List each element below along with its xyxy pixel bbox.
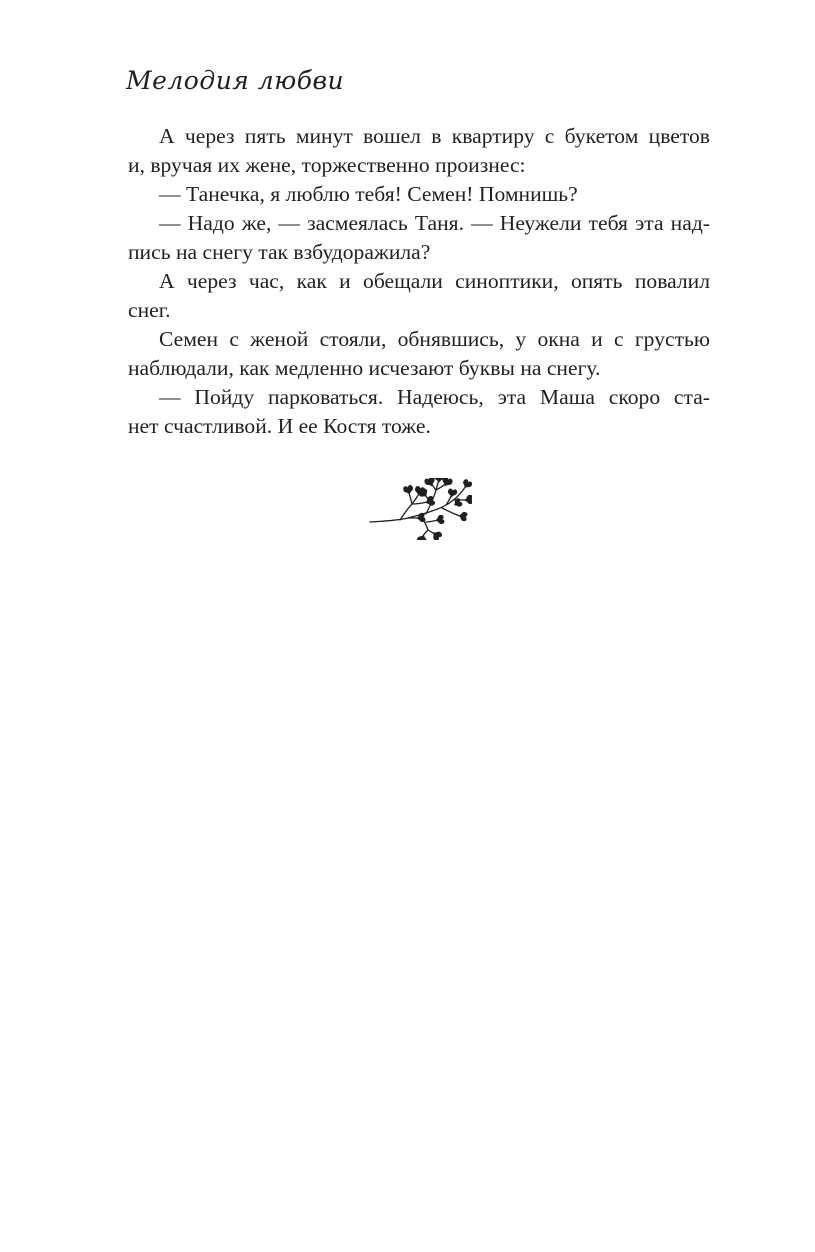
dialogue-paragraph <box>128 180 710 209</box>
text-line: наблюдали, как медленно исчезают буквы на снегу. <box>128 356 601 380</box>
paragraph <box>128 267 710 325</box>
text-line: А через час, как и обещали синоптики, опять повалил <box>159 269 710 293</box>
text-line: — Надо же, — засмеялась Таня. — Неужели тебя эта над- <box>159 211 710 235</box>
text-line: снег. <box>128 298 171 322</box>
text-line: и, вручая их жене, торжественно произнес: <box>128 153 526 177</box>
body-text <box>128 122 710 441</box>
heart-branch-icon <box>368 478 472 540</box>
text-line: — Пойду парковаться. Надеюсь, эта Маша скоро ста- <box>159 385 710 409</box>
text-line: нет счастливой. И ее Костя тоже. <box>128 414 431 438</box>
text-line: — Танечка, я люблю тебя! Семен! Помнишь? <box>159 182 578 206</box>
dialogue-paragraph <box>128 209 710 267</box>
paragraph <box>128 122 710 180</box>
running-head: Мелодия любви <box>126 66 345 95</box>
text-line: А через пять минут вошел в квартиру с букетом цветов <box>159 124 710 148</box>
dialogue-paragraph <box>128 383 710 441</box>
text-line: Семен с женой стояли, обнявшись, у окна и с грустью <box>159 327 710 351</box>
text-line: пись на снегу так взбудоражила? <box>128 240 431 264</box>
paragraph <box>128 325 710 383</box>
